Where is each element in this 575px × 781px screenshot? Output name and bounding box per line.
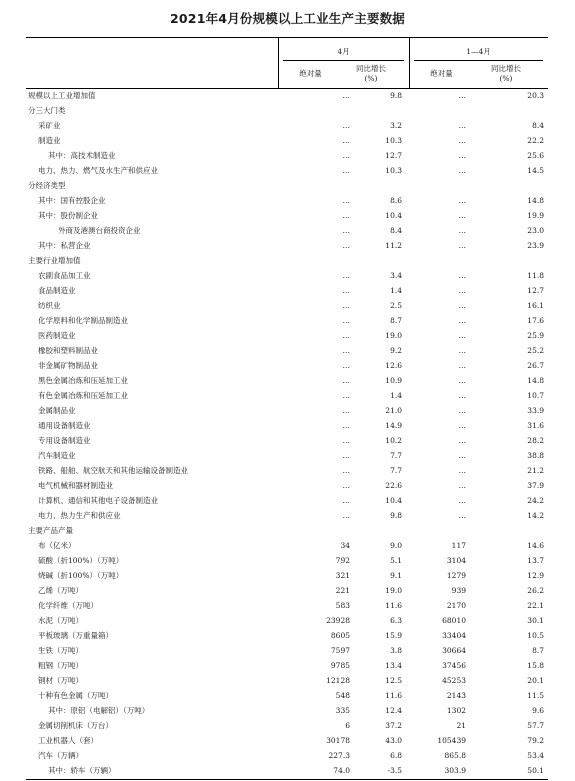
table-row <box>26 553 548 568</box>
row-label: 其中：原铝（电解铝）（万吨） <box>48 706 150 715</box>
table-row <box>26 643 548 658</box>
ytd-absolute: … <box>458 301 466 310</box>
april-absolute: 583 <box>335 601 350 610</box>
table-row <box>26 763 548 778</box>
ytd-yoy: 50.1 <box>527 766 544 775</box>
ytd-yoy: 8.4 <box>532 121 544 130</box>
april-yoy: 5.1 <box>390 556 402 565</box>
april-yoy: 9.0 <box>390 541 402 550</box>
row-label: 其中：轿车（万辆） <box>48 766 116 775</box>
ytd-yoy: 30.1 <box>527 616 544 625</box>
april-absolute: 227.3 <box>328 751 350 760</box>
ytd-absolute: … <box>458 376 466 385</box>
header-abs: 绝对量 <box>299 69 322 78</box>
row-label: 电力、热力生产和供应业 <box>38 511 121 520</box>
ytd-yoy: 14.5 <box>527 166 544 175</box>
row-label: 计算机、通信和其他电子设备制造业 <box>38 496 158 505</box>
ytd-yoy: 14.6 <box>527 541 544 550</box>
ytd-absolute: 21 <box>456 721 466 730</box>
ytd-absolute: … <box>458 211 466 220</box>
ytd-yoy: 25.9 <box>527 331 544 340</box>
table-row <box>26 163 548 178</box>
april-yoy: 9.8 <box>390 511 402 520</box>
table-row <box>26 478 548 493</box>
ytd-yoy: 12.9 <box>527 571 544 580</box>
april-yoy: 1.4 <box>390 391 402 400</box>
ytd-absolute: 1302 <box>446 706 466 715</box>
april-absolute: … <box>342 481 350 490</box>
april-yoy: 10.3 <box>385 166 402 175</box>
table-row <box>26 208 548 223</box>
april-yoy: 10.2 <box>385 436 402 445</box>
april-absolute: 221 <box>335 586 350 595</box>
row-label: 铁路、船舶、航空航天和其他运输设备制造业 <box>38 466 188 475</box>
header-group-april: 4月 <box>337 47 350 56</box>
april-yoy: 12.7 <box>385 151 402 160</box>
row-label: 钢材（万吨） <box>38 676 83 685</box>
april-yoy: 22.6 <box>385 481 402 490</box>
ytd-absolute: … <box>458 271 466 280</box>
row-label: 制造业 <box>38 136 61 145</box>
row-label: 食品制造业 <box>38 286 76 295</box>
april-yoy: 10.4 <box>385 211 402 220</box>
row-label: 水泥（万吨） <box>38 616 83 625</box>
april-yoy: 7.7 <box>390 451 402 460</box>
row-label: 烧碱（折100%）（万吨） <box>38 571 124 580</box>
table-row <box>26 223 548 238</box>
april-yoy: 12.6 <box>385 361 402 370</box>
table-row <box>26 523 548 538</box>
april-absolute: … <box>342 271 350 280</box>
table-row <box>26 313 548 328</box>
table-row <box>26 343 548 358</box>
table-row <box>26 118 548 133</box>
april-absolute: 7597 <box>330 646 350 655</box>
table-row <box>26 463 548 478</box>
april-absolute: 8605 <box>330 631 350 640</box>
april-yoy: 3.8 <box>390 646 402 655</box>
table-row <box>26 733 548 748</box>
row-label: 农副食品加工业 <box>38 271 91 280</box>
april-absolute: … <box>342 226 350 235</box>
table-row <box>26 493 548 508</box>
table-row <box>26 133 548 148</box>
ytd-yoy: 28.2 <box>527 436 544 445</box>
april-absolute: … <box>342 91 350 100</box>
april-absolute: … <box>342 346 350 355</box>
table-row <box>26 568 548 583</box>
april-absolute: … <box>342 421 350 430</box>
row-label: 分三大门类 <box>28 106 66 115</box>
ytd-yoy: 11.8 <box>527 271 544 280</box>
ytd-yoy: 17.6 <box>527 316 544 325</box>
row-label: 黑色金属冶炼和压延加工业 <box>38 376 128 385</box>
april-yoy: 6.8 <box>390 751 402 760</box>
ytd-yoy: 8.7 <box>532 646 544 655</box>
table-row <box>26 703 548 718</box>
april-absolute: … <box>342 151 350 160</box>
april-absolute: 6 <box>345 721 350 730</box>
header-sub-rule <box>283 60 404 61</box>
ytd-yoy: 38.8 <box>527 451 544 460</box>
table-row <box>26 658 548 673</box>
april-yoy: 12.5 <box>385 676 402 685</box>
april-absolute: … <box>342 286 350 295</box>
header-sub-rule <box>414 60 543 61</box>
ytd-absolute: 2170 <box>446 601 466 610</box>
ytd-yoy: 53.4 <box>527 751 544 760</box>
april-yoy: 15.9 <box>385 631 402 640</box>
row-label: 主要产品产量 <box>28 526 73 535</box>
ytd-yoy: 22.2 <box>527 136 544 145</box>
header-group-jan-apr: 1—4月 <box>466 47 491 56</box>
april-yoy: 9.1 <box>390 571 402 580</box>
ytd-yoy: 14.8 <box>527 376 544 385</box>
ytd-yoy: 22.1 <box>527 601 544 610</box>
april-yoy: 8.7 <box>390 316 402 325</box>
ytd-yoy: 13.7 <box>527 556 544 565</box>
ytd-yoy: 10.5 <box>527 631 544 640</box>
table-row <box>26 283 548 298</box>
april-absolute: 74.0 <box>333 766 350 775</box>
ytd-absolute: 2143 <box>446 691 466 700</box>
table-row <box>26 298 548 313</box>
row-label: 电气机械和器材制造业 <box>38 481 113 490</box>
row-label: 非金属矿物制品业 <box>38 361 98 370</box>
april-yoy: 12.4 <box>385 706 402 715</box>
april-yoy: 2.5 <box>390 301 402 310</box>
april-yoy: 3.4 <box>390 271 402 280</box>
april-yoy: 43.0 <box>385 736 402 745</box>
ytd-yoy: 79.2 <box>527 736 544 745</box>
ytd-absolute: … <box>458 166 466 175</box>
ytd-absolute: 117 <box>451 541 466 550</box>
table-row <box>26 598 548 613</box>
april-absolute: … <box>342 331 350 340</box>
ytd-absolute: … <box>458 241 466 250</box>
table-row <box>26 373 548 388</box>
table-row <box>26 238 548 253</box>
row-label: 电力、热力、燃气及水生产和供应业 <box>38 166 158 175</box>
row-label: 十种有色金属（万吨） <box>38 691 113 700</box>
table-row <box>26 613 548 628</box>
header-yoy: 同比增长 (%) <box>491 64 521 83</box>
table-row <box>26 433 548 448</box>
row-label: 专用设备制造业 <box>38 436 91 445</box>
table-row <box>26 388 548 403</box>
april-absolute: 9785 <box>330 661 350 670</box>
table-row <box>26 718 548 733</box>
table-row <box>26 253 548 268</box>
april-absolute: 34 <box>340 541 350 550</box>
april-absolute: … <box>342 121 350 130</box>
april-absolute: … <box>342 166 350 175</box>
column-divider <box>278 37 279 88</box>
april-absolute: 792 <box>335 556 350 565</box>
table-row <box>26 193 548 208</box>
row-label: 金属制品业 <box>38 406 76 415</box>
ytd-absolute: … <box>458 331 466 340</box>
table-row <box>26 748 548 763</box>
row-label: 平板玻璃（万重量箱） <box>38 631 113 640</box>
row-label: 汽车制造业 <box>38 451 76 460</box>
ytd-absolute: … <box>458 346 466 355</box>
row-label: 汽车（万辆） <box>38 751 83 760</box>
ytd-absolute: 3104 <box>446 556 466 565</box>
ytd-yoy: 10.7 <box>527 391 544 400</box>
page-title: 2021年4月份规模以上工业生产主要数据 <box>170 11 405 26</box>
row-label: 生铁（万吨） <box>38 646 83 655</box>
row-label: 工业机器人（套） <box>38 736 98 745</box>
april-absolute: … <box>342 466 350 475</box>
table-row <box>26 358 548 373</box>
april-absolute: 23928 <box>326 616 350 625</box>
row-label: 其中：国有控股企业 <box>38 196 106 205</box>
row-label: 规模以上工业增加值 <box>28 91 96 100</box>
table-row <box>26 448 548 463</box>
april-absolute: … <box>342 391 350 400</box>
row-label: 金属切削机床（万台） <box>38 721 113 730</box>
table-row <box>26 628 548 643</box>
ytd-yoy: 57.7 <box>527 721 544 730</box>
april-yoy: -3.5 <box>387 766 402 775</box>
ytd-absolute: … <box>458 496 466 505</box>
april-absolute: … <box>342 496 350 505</box>
april-yoy: 7.7 <box>390 466 402 475</box>
ytd-absolute: … <box>458 151 466 160</box>
april-absolute: 335 <box>335 706 350 715</box>
ytd-absolute: 68010 <box>442 616 466 625</box>
april-yoy: 9.8 <box>390 91 402 100</box>
ytd-absolute: 45253 <box>442 676 466 685</box>
ytd-yoy: 31.6 <box>527 421 544 430</box>
april-yoy: 21.0 <box>385 406 402 415</box>
ytd-yoy: 25.6 <box>527 151 544 160</box>
ytd-absolute: 939 <box>451 586 466 595</box>
ytd-yoy: 20.3 <box>527 91 544 100</box>
ytd-yoy: 24.2 <box>527 496 544 505</box>
ytd-yoy: 23.9 <box>527 241 544 250</box>
ytd-absolute: … <box>458 421 466 430</box>
ytd-yoy: 23.0 <box>527 226 544 235</box>
row-label: 橡胶和塑料制品业 <box>38 346 98 355</box>
april-absolute: 548 <box>335 691 350 700</box>
table-row <box>26 673 548 688</box>
header-yoy: 同比增长 (%) <box>356 64 386 83</box>
row-label: 布（亿米） <box>38 541 76 550</box>
table-row <box>26 178 548 193</box>
april-absolute: … <box>342 361 350 370</box>
ytd-absolute: … <box>458 316 466 325</box>
row-label: 主要行业增加值 <box>28 256 81 265</box>
april-absolute: … <box>342 136 350 145</box>
header-abs: 绝对量 <box>430 69 453 78</box>
table-row <box>26 148 548 163</box>
ytd-yoy: 26.7 <box>527 361 544 370</box>
ytd-yoy: 19.9 <box>527 211 544 220</box>
column-divider <box>409 37 410 88</box>
ytd-absolute: 30664 <box>442 646 466 655</box>
row-label: 外商及港澳台商投资企业 <box>58 226 141 235</box>
ytd-yoy: 11.5 <box>527 691 544 700</box>
ytd-yoy: 26.2 <box>527 586 544 595</box>
row-label: 分经济类型 <box>28 181 66 190</box>
april-yoy: 11.2 <box>385 241 402 250</box>
april-absolute: 30178 <box>326 736 350 745</box>
ytd-absolute: 33404 <box>442 631 466 640</box>
ytd-absolute: … <box>458 121 466 130</box>
april-yoy: 10.4 <box>385 496 402 505</box>
april-absolute: … <box>342 241 350 250</box>
april-yoy: 6.3 <box>390 616 402 625</box>
ytd-yoy: 9.6 <box>532 706 544 715</box>
row-label: 采矿业 <box>38 121 61 130</box>
row-label: 其中：高技术制造业 <box>48 151 116 160</box>
april-yoy: 1.4 <box>390 286 402 295</box>
ytd-absolute: … <box>458 196 466 205</box>
table-row <box>26 268 548 283</box>
april-absolute: … <box>342 511 350 520</box>
row-label: 纺织业 <box>38 301 61 310</box>
ytd-yoy: 15.8 <box>527 661 544 670</box>
row-label: 通用设备制造业 <box>38 421 91 430</box>
april-yoy: 19.0 <box>385 586 402 595</box>
april-yoy: 11.6 <box>385 691 402 700</box>
april-absolute: … <box>342 436 350 445</box>
ytd-yoy: 12.7 <box>527 286 544 295</box>
april-yoy: 19.0 <box>385 331 402 340</box>
april-absolute: … <box>342 376 350 385</box>
table-row <box>26 508 548 523</box>
row-label: 其中：私营企业 <box>38 241 91 250</box>
ytd-yoy: 14.8 <box>527 196 544 205</box>
table-row <box>26 538 548 553</box>
april-yoy: 13.4 <box>385 661 402 670</box>
row-label: 粗钢（万吨） <box>38 661 83 670</box>
ytd-absolute: … <box>458 361 466 370</box>
april-absolute: … <box>342 406 350 415</box>
ytd-absolute: … <box>458 511 466 520</box>
ytd-absolute: 105439 <box>437 736 466 745</box>
row-label: 化学原料和化学制品制造业 <box>38 316 128 325</box>
table-row <box>26 688 548 703</box>
april-yoy: 14.9 <box>385 421 402 430</box>
row-label: 其中：股份制企业 <box>38 211 98 220</box>
table-top-rule <box>26 37 548 38</box>
table-row <box>26 103 548 118</box>
april-absolute: … <box>342 316 350 325</box>
april-absolute: 12128 <box>326 676 350 685</box>
ytd-absolute: … <box>458 391 466 400</box>
table-row <box>26 88 548 103</box>
table-row <box>26 403 548 418</box>
table-row <box>26 583 548 598</box>
ytd-yoy: 25.2 <box>527 346 544 355</box>
ytd-absolute: … <box>458 406 466 415</box>
ytd-absolute: … <box>458 91 466 100</box>
april-yoy: 10.9 <box>385 376 402 385</box>
april-absolute: 321 <box>335 571 350 580</box>
ytd-absolute: 865.8 <box>444 751 466 760</box>
row-label: 硫酸（折100%）（万吨） <box>38 556 124 565</box>
april-absolute: … <box>342 451 350 460</box>
april-yoy: 9.2 <box>390 346 402 355</box>
april-yoy: 37.2 <box>385 721 402 730</box>
ytd-absolute: … <box>458 286 466 295</box>
table-bottom-rule <box>26 779 548 780</box>
ytd-absolute: … <box>458 451 466 460</box>
ytd-absolute: 37456 <box>442 661 466 670</box>
ytd-absolute: … <box>458 466 466 475</box>
row-label: 化学纤维（万吨） <box>38 601 98 610</box>
table-row <box>26 328 548 343</box>
ytd-absolute: … <box>458 226 466 235</box>
ytd-yoy: 14.2 <box>527 511 544 520</box>
row-label: 医药制造业 <box>38 331 76 340</box>
ytd-yoy: 33.9 <box>527 406 544 415</box>
ytd-yoy: 37.9 <box>527 481 544 490</box>
ytd-yoy: 20.1 <box>527 676 544 685</box>
ytd-yoy: 16.1 <box>527 301 544 310</box>
ytd-yoy: 21.2 <box>527 466 544 475</box>
ytd-absolute: … <box>458 481 466 490</box>
april-absolute: … <box>342 196 350 205</box>
ytd-absolute: … <box>458 136 466 145</box>
april-yoy: 10.3 <box>385 136 402 145</box>
april-absolute: … <box>342 301 350 310</box>
april-yoy: 3.2 <box>390 121 402 130</box>
april-yoy: 8.4 <box>390 226 402 235</box>
row-label: 乙烯（万吨） <box>38 586 83 595</box>
row-label: 有色金属冶炼和压延加工业 <box>38 391 128 400</box>
april-yoy: 8.6 <box>390 196 402 205</box>
april-yoy: 11.6 <box>385 601 402 610</box>
table-row <box>26 418 548 433</box>
april-absolute: … <box>342 211 350 220</box>
ytd-absolute: 1279 <box>446 571 466 580</box>
ytd-absolute: … <box>458 436 466 445</box>
ytd-absolute: 303.9 <box>444 766 466 775</box>
